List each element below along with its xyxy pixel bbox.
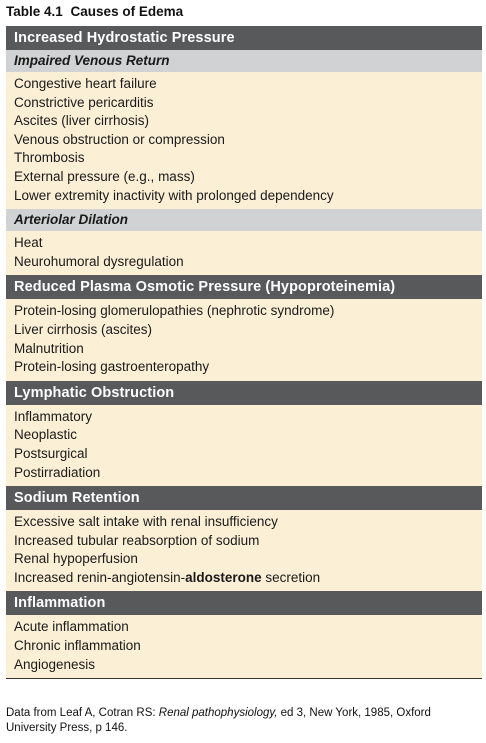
footnote-book-title: Renal pathophysiology, [158, 707, 278, 719]
list-item: Increased tubular reabsorption of sodium [14, 532, 260, 548]
list-item: Thrombosis [14, 150, 85, 166]
list-item: Congestive heart failure [14, 76, 157, 91]
list-item: Protein-losing gastroenteropathy [14, 359, 210, 375]
section-heading-lymphatic: Lymphatic Obstruction [6, 381, 482, 405]
subheading-venous-return: Impaired Venous Return [6, 50, 482, 72]
table-caption: Causes of Edema [70, 4, 184, 19]
section-heading-sodium: Sodium Retention [6, 486, 482, 510]
list-inflammation [6, 615, 482, 678]
list-item: Constrictive pericarditis [14, 94, 154, 110]
list-item: Neoplastic [14, 427, 78, 443]
list-item: Postsurgical [14, 445, 88, 461]
list-osmotic [6, 299, 482, 380]
list-item: Angiogenesis [14, 656, 96, 672]
list-item: Protein-losing glomerulopathies (nephrotic syndrome) [14, 303, 335, 319]
list-item: Venous obstruction or compression [14, 131, 225, 147]
section-heading-inflammation: Inflammation [6, 591, 482, 615]
list-item-aldosterone [14, 569, 482, 588]
item-text-bold: aldosterone [185, 569, 262, 585]
list-item: Postirradiation [14, 464, 101, 480]
list-item: Chronic inflammation [14, 638, 141, 654]
item-text-after: secretion [261, 569, 321, 585]
list-item: Liver cirrhosis (ascites) [14, 321, 153, 337]
item-text-before: Increased renin-angiotensin- [14, 569, 186, 585]
table-number: Table 4.1 [6, 4, 63, 19]
section-heading-hydrostatic: Increased Hydrostatic Pressure [6, 26, 482, 50]
table-title [6, 4, 183, 19]
section-heading-osmotic: Reduced Plasma Osmotic Pressure (Hypoproteinemia) [6, 275, 482, 299]
list-item: Lower extremity inactivity with prolonged dependency [14, 187, 334, 203]
source-footnote [6, 706, 484, 736]
list-item: Heat [14, 235, 43, 251]
list-item: Inflammatory [14, 408, 93, 424]
list-arteriolar-dilation [6, 231, 482, 275]
list-venous-return [6, 72, 482, 209]
list-item: Excessive salt intake with renal insufficiency [14, 514, 278, 530]
list-item: Malnutrition [14, 340, 84, 356]
subheading-arteriolar-dilation: Arteriolar Dilation [6, 209, 482, 231]
edema-causes-table [6, 26, 482, 679]
footnote-suffix: ed 3, New York, 1985, Oxford University Press, p 146. [6, 707, 431, 734]
footnote-prefix: Data from Leaf A, Cotran RS: [6, 707, 159, 719]
list-item: External pressure (e.g., mass) [14, 168, 195, 184]
list-lymphatic [6, 405, 482, 486]
list-item: Ascites (liver cirrhosis) [14, 113, 150, 129]
list-item: Acute inflammation [14, 619, 129, 635]
list-item: Renal hypoperfusion [14, 551, 138, 567]
list-item: Neurohumoral dysregulation [14, 253, 184, 269]
list-sodium [6, 510, 482, 591]
